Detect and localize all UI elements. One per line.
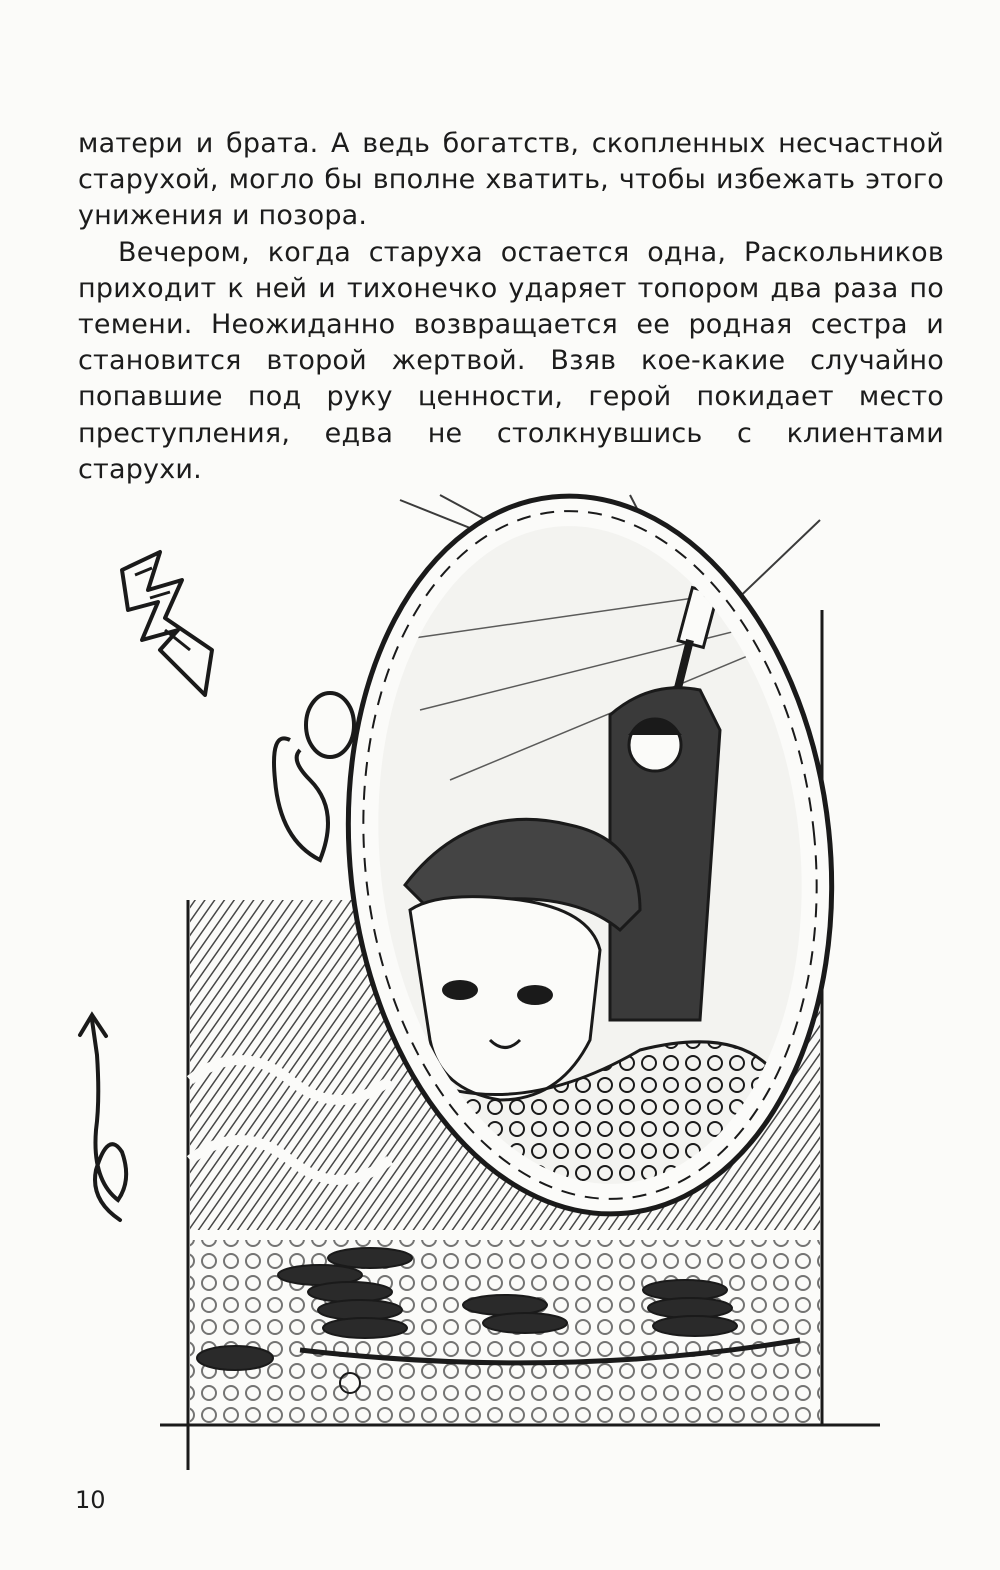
arrow-loop-icon	[80, 1015, 126, 1220]
mirror-illustration	[0, 480, 1000, 1480]
paragraph-1: матери и брата. А ведь богатств, скопленных несчастной старухой, могло бы вполне хватить, чтобы избежать этого унижения и позора.	[78, 128, 944, 232]
page-number: 10	[75, 1486, 106, 1514]
coin-stacks	[190, 1240, 820, 1425]
lightning-icon	[122, 552, 212, 695]
paragraph-2: Вечером, когда старуха остается одна, Раскольников приходит к ней и тихонечко ударяет топором два раза по темени. Неожиданно возвращается ее родная сестра и становится второй жертвой. Взяв кое-какие случайно попавшие под руку ценности, герой покидает место преступления, едва не столкнувшись с клиентами старухи.	[78, 236, 944, 485]
body-text	[78, 126, 944, 488]
